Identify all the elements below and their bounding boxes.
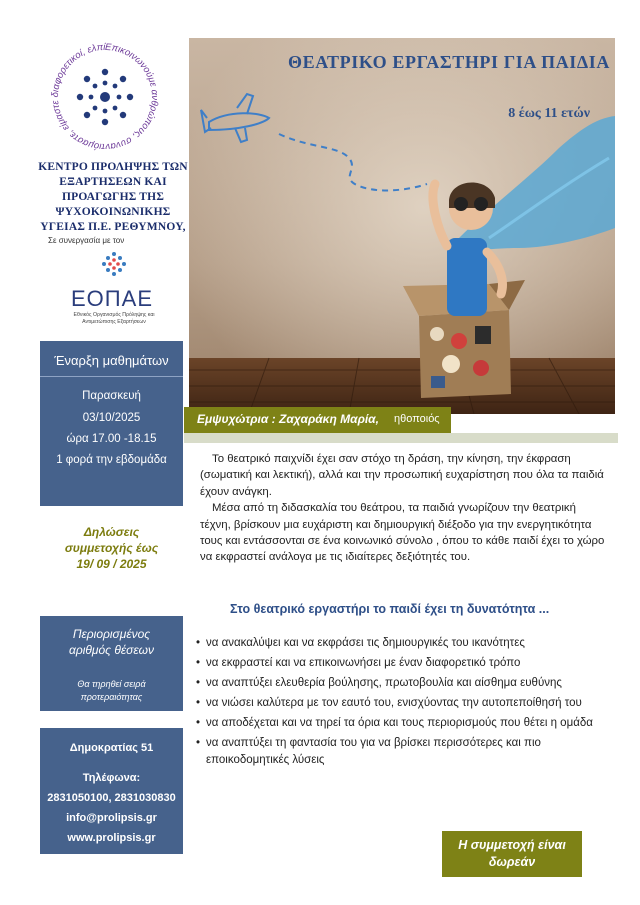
page-title: ΘΕΑΤΡΙΚΟ ΕΡΓΑΣΤΗΡΙ ΓΙΑ ΠΑΙΔΙΑ [287, 52, 610, 72]
free-line-1: Η συμμετοχή είναι [458, 838, 566, 852]
registration-deadline [40, 524, 183, 572]
logo-ring-text: Επικοινωνούμε ανθρώπους, συναντιόμαστε, είμαστε διαφορετικοί, ελπί [49, 41, 160, 153]
registration-line-2: συμμετοχής έως [64, 541, 159, 555]
hero-photo [189, 38, 615, 414]
list-item: • να εκφραστεί και να επικοινωνήσει με έναν διαφορετικό τρόπο [196, 655, 596, 672]
intro-paragraph-1: Το θεατρικό παιχνίδι έχει σαν στόχο τη δράση, την κίνηση, την έκφραση (σωματική και λεκτική), αλλά και την προσωπική ευχαρίστηση που όλα τα παιδιά έχουν ανάγκη. [200, 453, 604, 498]
contact-phones: 2831050100, 2831030830 [47, 792, 176, 804]
free-participation-badge [442, 831, 582, 877]
schedule-box [40, 341, 183, 506]
animator-name: Εμψυχώτρια : Ζαχαράκη Μαρία, [197, 412, 379, 426]
animator-bar-underline [184, 433, 618, 443]
abilities-list [196, 635, 596, 772]
contact-phone-label: Τηλέφωνα: [82, 772, 141, 784]
schedule-date: 03/10/2025 [82, 412, 141, 424]
registration-line-1: Δηλώσεις [83, 525, 140, 539]
animator-bar [184, 407, 618, 445]
abilities-heading: Στο θεατρικό εργαστήρι το παιδί έχει τη δυνατότητα ... [230, 602, 550, 616]
partner-subtitle: Εθνικός Οργανισμός Πρόληψης και Αντιμετώπισης Εξαρτήσεων [73, 312, 155, 325]
age-range: 8 έως 11 ετών [508, 106, 590, 121]
schedule-divider [40, 376, 183, 377]
organization-name: ΚΕΝΤΡΟ ΠΡΟΛΗΨΗΣ ΤΩΝ ΕΞΑΡΤΗΣΕΩΝ ΚΑΙ ΠΡΟΑΓΩΓΗΣ ΤΗΣ ΨΥΧΟΚΟΙΝΩΝΙΚΗΣ ΥΓΕΙΑΣ Π.Ε. ΡΕΘΥΜΝΟΥ, [38, 161, 188, 233]
svg-text:Επικοινωνούμε ανθρώπους, συναν [40, 38, 160, 152]
registration-date: 19/ 09 / 2025 [76, 557, 147, 571]
list-item: • να αποδέχεται και να τηρεί τα όρια και τους περιορισμούς που θέτει η ομάδα [196, 715, 596, 732]
limited-seats-heading [40, 626, 183, 658]
list-item: • να ανακαλύψει και να εκφράσει τις δημιουργικές του ικανότητες [196, 635, 596, 652]
list-item: • να αναπτύξει ελευθερία βούλησης, πρωτοβουλία και αίσθημα ευθύνης [196, 675, 596, 692]
contact-website[interactable]: www.prolipsis.gr [67, 832, 156, 844]
schedule-time: ώρα 17.00 -18.15 [66, 433, 157, 445]
schedule-frequency: 1 φορά την εβδομάδα [56, 454, 167, 466]
schedule-heading: Έναρξη μαθημάτων [54, 353, 169, 368]
free-line-2: δωρεάν [488, 855, 536, 869]
priority-line-2: προτεραιότητας [80, 692, 143, 702]
intro-text [200, 451, 608, 566]
contact-email[interactable]: info@prolipsis.gr [66, 812, 157, 824]
priority-note [40, 678, 183, 704]
list-item: • να αναπτύξει τη φαντασία του για να βρίσκει περισσότερες και πιο εποικοδομητικές λύσεις [196, 735, 596, 769]
partner-name: ΕΟΠΑΕ [70, 286, 154, 311]
schedule-day: Παρασκευή [82, 390, 141, 402]
limited-line-2: αριθμός θέσεων [69, 643, 154, 657]
priority-line-1: Θα τηρηθεί σειρά [77, 679, 146, 689]
limited-line-1: Περιορισμένος [72, 627, 151, 641]
organization-logo [40, 38, 170, 156]
animator-role: ηθοποιός [394, 413, 440, 425]
intro-paragraph-2: Μέσα από τη διδασκαλία του θεάτρου, τα παιδιά γνωρίζουν την θεατρική τέχνη, βρίσκουν μια ευχάριστη και δημιουργική διέξοδο για την ενεργητικότητα τους και εντάσσονται σε ένα κοινωνικό σύνολο , όπου το κάθε παιδί έχει το χώρο να εκφραστεί ανάλογα με τις ιδιαίτερες δεξιότητές του. [200, 502, 605, 564]
list-item: • να νιώσει καλύτερα με τον εαυτό του, ενισχύοντας την αυτοπεποίθησή του [196, 695, 596, 712]
contact-box [40, 728, 183, 854]
contact-address: Δημοκρατίας 51 [69, 742, 154, 754]
cooperation-text: Σε συνεργασία με τον [48, 236, 125, 245]
limited-seats-box [40, 616, 183, 711]
